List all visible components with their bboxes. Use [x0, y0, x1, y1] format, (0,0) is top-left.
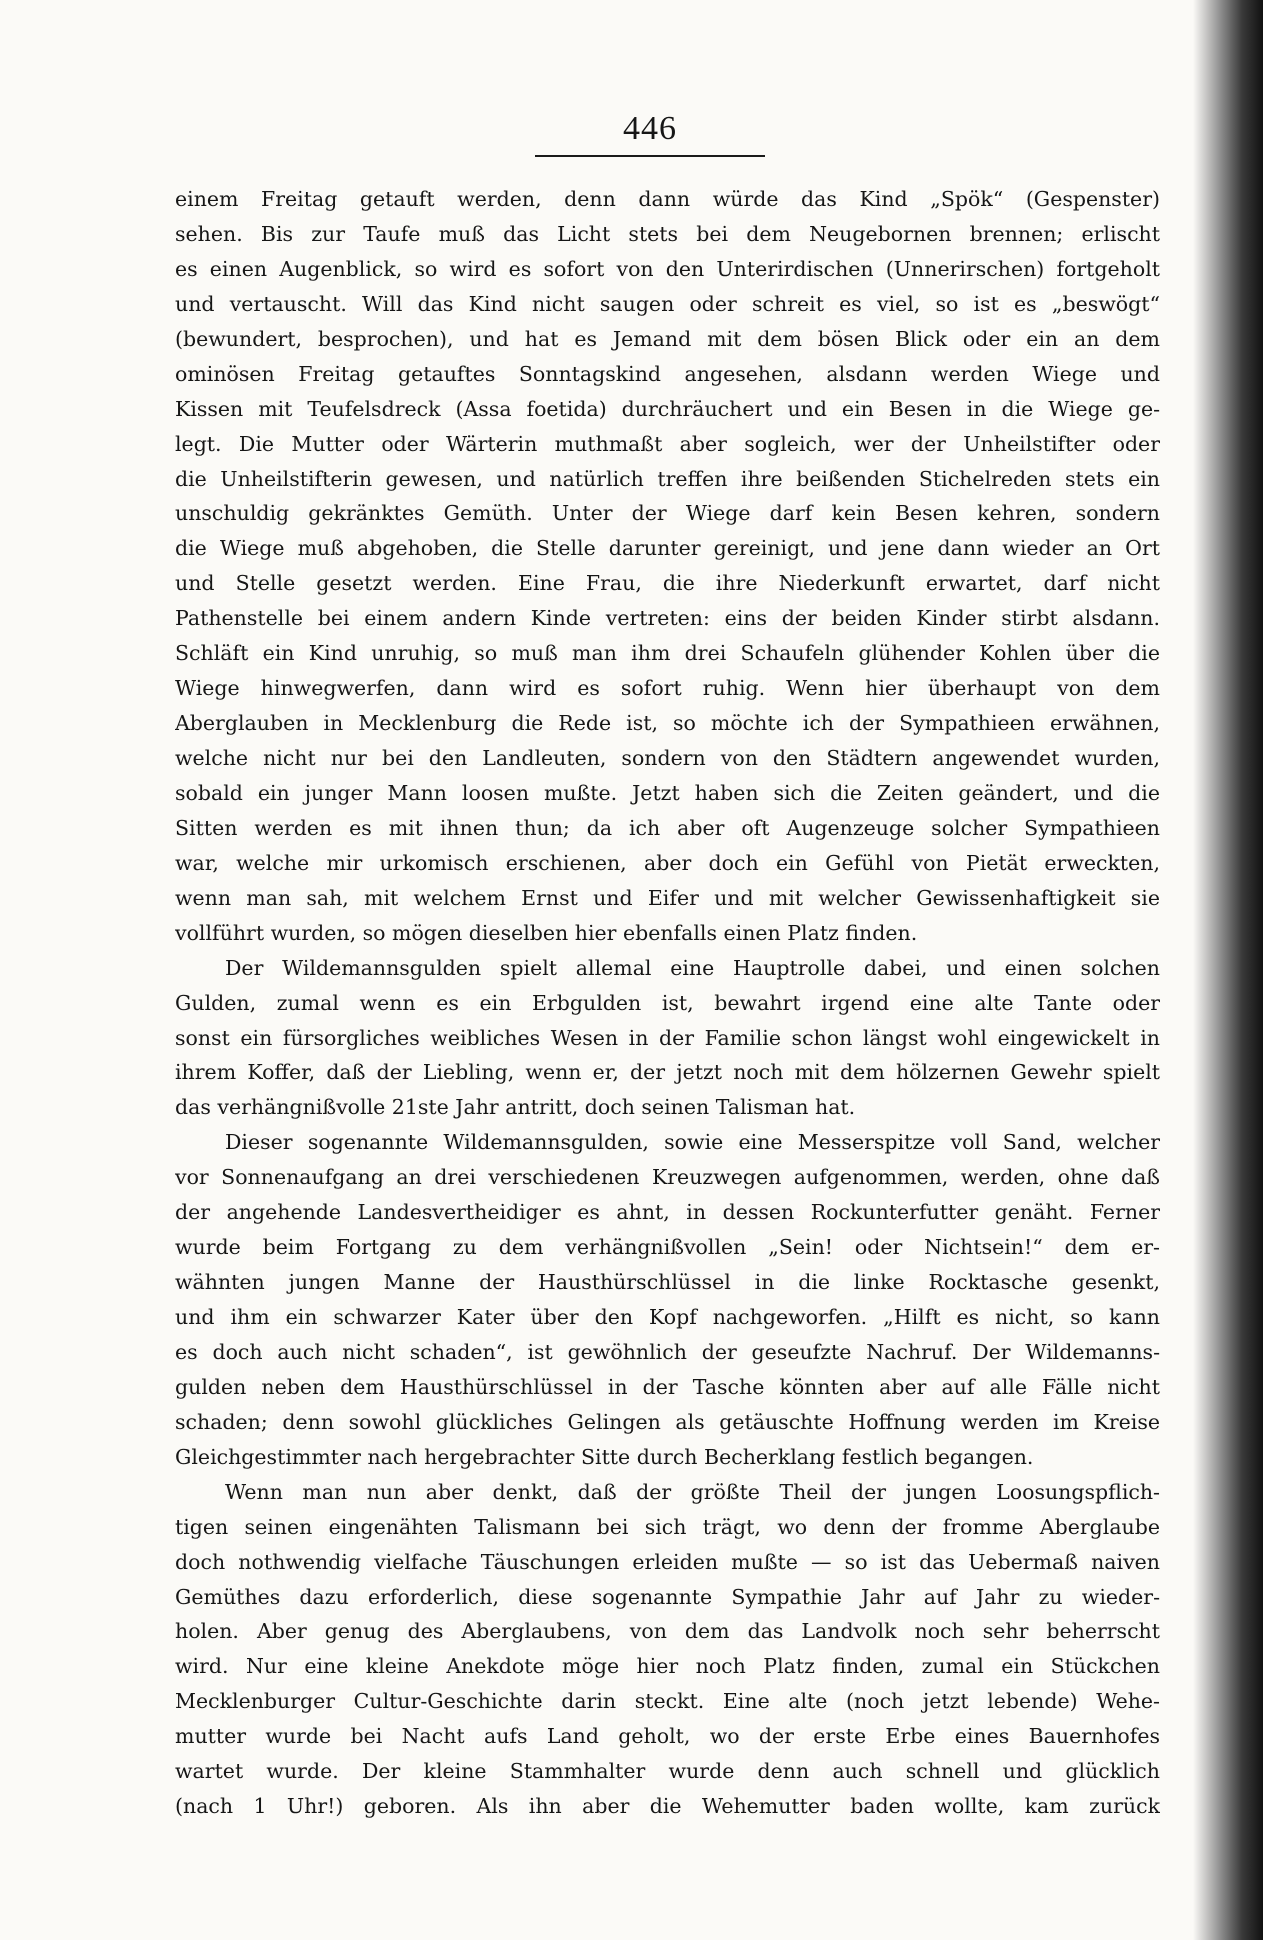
text-line: es doch auch nicht schaden“, ist gewöhnlich der geseufzte Nachruf. Der Wildemanns-	[175, 1339, 1160, 1364]
text-line: es einen Augenblick, so wird es sofort von den Unterirdischen (Unnerirschen) fortgeholt	[175, 256, 1160, 281]
text-line: die Unheilstifterin gewesen, und natürlich treffen ihre beißenden Stichelreden stets ein	[175, 466, 1160, 491]
text-line: doch nothwendig vielfache Täuschungen erleiden mußte — so ist das Uebermaß naiven	[175, 1549, 1160, 1574]
text-line: sobald ein junger Mann loosen mußte. Jetzt haben sich die Zeiten geändert, und die	[175, 780, 1160, 805]
text-line: Wiege hinwegwerfen, dann wird es sofort ruhig. Wenn hier überhaupt von dem	[175, 676, 1160, 701]
text-line: Schläft ein Kind unruhig, so muß man ihm drei Schaufeln glühender Kohlen über die	[175, 641, 1160, 666]
text-line: mutter wurde bei Nacht aufs Land geholt, wo der erste Erbe eines Bauernhofes	[175, 1724, 1160, 1749]
text-line: welche nicht nur bei den Landleuten, sondern von den Städtern angewendet wurden,	[175, 746, 1160, 770]
text-line: unschuldig gekränktes Gemüth. Unter der Wiege darf kein Besen kehren, sondern	[175, 501, 1160, 526]
text-line: Pathenstelle bei einem andern Kinde vertreten: eins der beiden Kinder stirbt alsdann.	[175, 606, 1160, 631]
body-text	[175, 182, 1160, 1824]
text-line: Gulden, zumal wenn es ein Erbgulden ist, bewahrt irgend eine alte Tante oder	[175, 990, 1160, 1015]
text-line: wird. Nur eine kleine Anekdote möge hier noch Platz finden, zumal ein Stückchen	[175, 1654, 1160, 1679]
text-line: vor Sonnenaufgang an drei verschiedenen Kreuzwegen aufgenommen, werden, ohne daß	[175, 1165, 1160, 1190]
text-line: (bewundert, besprochen), und hat es Jemand mit dem bösen Blick oder ein an dem	[175, 326, 1160, 351]
text-line: sehen. Bis zur Taufe muß das Licht stets bei dem Neugebornen brennen; erlischt	[175, 221, 1160, 246]
text-line: einem Freitag getauft werden, denn dann würde das Kind „Spök“ (Gespenster)	[175, 187, 1160, 211]
text-line: Wenn man nun aber denkt, daß der größte Theil der jungen Loosungspflich-	[225, 1479, 1160, 1504]
text-line: ihrem Koffer, daß der Liebling, wenn er, der jetzt noch mit dem hölzernen Gewehr spielt	[175, 1060, 1160, 1085]
text-line: wähnten jungen Manne der Hausthürschlüssel in die linke Rocktasche gesenkt,	[175, 1270, 1160, 1295]
text-line: Gleichgestimmter nach hergebrachter Sitte durch Becherklang festlich begangen.	[175, 1444, 1034, 1469]
text-line: (nach 1 Uhr!) geboren. Als ihn aber die Wehemutter baden wollte, kam zurück	[175, 1794, 1160, 1819]
text-line: wenn man sah, mit welchem Ernst und Eifer und mit welcher Gewissenhaftigkeit sie	[175, 885, 1160, 910]
text-line: Sitten werden es mit ihnen thun; da ich aber oft Augenzeuge solcher Sympathieen	[175, 815, 1160, 840]
text-line: der angehende Landesvertheidiger es ahnt, in dessen Rockunterfutter genäht. Ferner	[175, 1200, 1160, 1225]
text-line: tigen seinen eingenähten Talismann bei sich trägt, wo denn der fromme Aberglaube	[175, 1514, 1160, 1539]
text-line: schaden; denn sowohl glückliches Gelingen als getäuschte Hoffnung werden im Kreise	[175, 1409, 1160, 1434]
text-line: holen. Aber genug des Aberglaubens, von dem das Landvolk noch sehr beherrscht	[175, 1619, 1160, 1644]
text-line: und vertauscht. Will das Kind nicht saugen oder schreit es viel, so ist es „beswögt“	[175, 291, 1160, 316]
page-number: 446	[623, 110, 677, 147]
text-line: Dieser sogenannte Wildemannsgulden, sowie eine Messerspitze voll Sand, welcher	[225, 1130, 1160, 1155]
text-line: Kissen mit Teufelsdreck (Assa foetida) durchräuchert und ein Besen in die Wiege ge-	[175, 396, 1160, 421]
text-line: die Wiege muß abgehoben, die Stelle darunter gereinigt, und jene dann wieder an Ort	[175, 536, 1160, 561]
text-line: Mecklenburger Cultur-Geschichte darin steckt. Eine alte (noch jetzt lebende) Wehe-	[175, 1689, 1160, 1714]
scan-shadow-edge	[1193, 0, 1263, 1940]
page-number-rule	[535, 155, 765, 157]
text-line: sonst ein fürsorgliches weibliches Wesen in der Familie schon längst wohl eingewickelt in	[175, 1025, 1160, 1050]
text-line: und Stelle gesetzt werden. Eine Frau, die ihre Niederkunft erwartet, darf nicht	[175, 571, 1160, 596]
book-page	[175, 100, 1160, 1860]
text-line: war, welche mir urkomisch erschienen, aber doch ein Gefühl von Pietät erweckten,	[175, 850, 1160, 875]
text-line: wartet wurde. Der kleine Stammhalter wurde denn auch schnell und glücklich	[175, 1759, 1160, 1784]
text-line: gulden neben dem Hausthürschlüssel in der Tasche könnten aber auf alle Fälle nicht	[175, 1374, 1160, 1399]
text-line: Der Wildemannsgulden spielt allemal eine Hauptrolle dabei, und einen solchen	[225, 955, 1160, 980]
text-line: wurde beim Fortgang zu dem verhängnißvollen „Sein! oder Nichtsein!“ dem er-	[175, 1235, 1160, 1260]
text-line: ominösen Freitag getauftes Sonntagskind angesehen, alsdann werden Wiege und	[175, 361, 1160, 386]
text-line: legt. Die Mutter oder Wärterin muthmaßt aber sogleich, wer der Unheilstifter oder	[175, 431, 1160, 456]
text-line: Aberglauben in Mecklenburg die Rede ist, so möchte ich der Sympathieen erwähnen,	[175, 711, 1160, 736]
text-line: das verhängnißvolle 21ste Jahr antritt, doch seinen Talisman hat.	[175, 1095, 856, 1120]
text-line: und ihm ein schwarzer Kater über den Kopf nachgeworfen. „Hilft es nicht, so kann	[175, 1305, 1160, 1329]
text-line: Gemüthes dazu erforderlich, diese sogenannte Sympathie Jahr auf Jahr zu wieder-	[175, 1584, 1160, 1609]
text-line: vollführt wurden, so mögen dieselben hier ebenfalls einen Platz finden.	[175, 920, 918, 945]
